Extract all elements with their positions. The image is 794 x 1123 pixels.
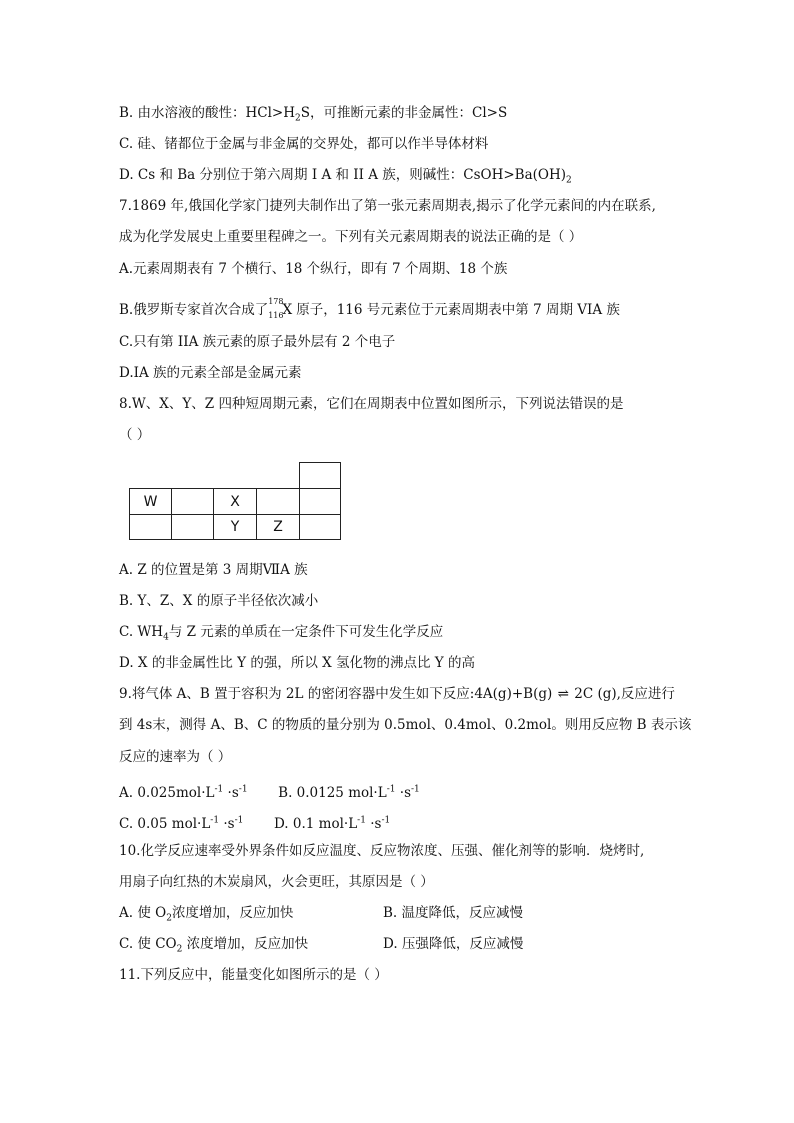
q7-stem-line2: 成为化学发展史上重要里程碑之一。下列有关元素周期表的说法正确的是（ ） [119,229,583,245]
q6-option-b: B. 由水溶液的酸性：$HCl>H_2S$，可推断元素的非金属性：Cl>S [119,105,508,124]
q8-option-c: C. $WH_4$与 Z 元素的单质在一定条件下可发生化学反应 [119,624,444,643]
table-cell-empty [299,488,341,515]
q9-option-b: B. 0.0125 $mol\cdot L^{-1} \cdot s^{-1}$ [278,784,420,801]
q10-option-b: B. 温度降低，反应减慢 [383,905,524,921]
q9-options-cd [119,811,390,833]
q10-options-ab [119,904,679,928]
table-cell-top [299,462,341,489]
q8-option-a: A. Z 的位置是第 3 周期ⅦA 族 [119,562,308,578]
equilibrium-arrow-icon: ⇌ [557,686,569,702]
q9-option-a: A. $0.025mol\cdot L^{-1} \cdot s^{-1}$ [119,784,248,801]
periodic-table-fragment [129,462,341,540]
q10-stem-line2: 用扇子向红热的木炭扇风，火会更旺，其原因是（ ） [119,874,434,890]
q9-option-c: C. 0.05 $mol\cdot L^{-1} \cdot s^{-1}$ [119,815,244,832]
q7-option-a: A.元素周期表有 7 个横行、18 个纵行，即有 7 个周期、18 个族 [119,261,508,277]
q11-stem-line1: 11.下列反应中，能量变化如图所示的是（ ） [119,967,388,983]
q10-option-d: D. 压强降低，反应减慢 [383,936,524,952]
q10-option-a: A. 使 $O_2$浓度增加，反应加快 [119,905,294,924]
table-cell-empty [256,488,300,515]
table-cell-x: X [213,488,257,515]
table-cell-empty [171,514,214,540]
table-cell-z: Z [256,514,300,540]
q8-option-b: B. Y、Z、X 的原子半径依次减小 [119,593,319,609]
table-cell-empty [129,514,172,540]
q9-stem-line2: 到 4s末，测得 A、B、C 的物质的量分别为 0.5mol、0.4mol、0.2mol。则用反应物 B 表示该 [119,717,692,733]
q6-option-c: C. 硅、锗都位于金属与非金属的交界处，都可以作半导体材料 [119,136,489,152]
q9-option-d: D. 0.1 $mol\cdot L^{-1} \cdot s^{-1}$ [273,815,391,832]
table-cell-y: Y [213,514,257,540]
nuclide-symbol: 178 116 X [268,297,293,320]
q9-options-ab [119,780,420,802]
q7-option-b: B.俄罗斯专家首次合成了 178 116 X 原子，116 号元素位于元素周期表中第 7 周期 VIA 族 [119,297,620,320]
q6-option-d: D. Cs 和 Ba 分别位于第六周期 I A 和 II A 族，则碱性：$CsOH>Ba(OH)_2$ [119,167,572,186]
q8-option-d: D. X 的非金属性比 Y 的强，所以 X 氢化物的沸点比 Y 的高 [119,655,476,671]
q9-stem-line1: 9.将气体 A、B 置于容积为 2L 的密闭容器中发生如下反应:4A(g)+B(g) ⇌ 2C (g),反应进行 [119,686,675,702]
q10-option-c: C. 使 $CO_2$ 浓度增加，反应加快 [119,936,309,955]
table-cell-empty [299,514,341,540]
table-cell-empty [171,488,214,515]
q8-stem-line1: 8.W、X、Y、Z 四种短周期元素，它们在周期表中位置如图所示，下列说法错误的是 [119,396,624,412]
q8-stem-line2: （ ） [119,427,151,443]
q10-stem-line1: 10.化学反应速率受外界条件如反应温度、反应物浓度、压强、催化剂等的影响．烧烤时, [119,843,645,859]
q7-option-d: D.IA 族的元素全部是金属元素 [119,365,302,381]
q7-option-c: C.只有第 IIA 族元素的原子最外层有 2 个电子 [119,334,396,350]
q9-stem-line3: 反应的速率为（ ） [119,749,232,765]
q10-options-cd [119,935,679,959]
table-cell-w: W [129,488,172,515]
q7-stem-line1: 7.1869 年,俄国化学家门捷列夫制作出了第一张元素周期表,揭示了化学元素间的内在联系, [119,198,656,214]
